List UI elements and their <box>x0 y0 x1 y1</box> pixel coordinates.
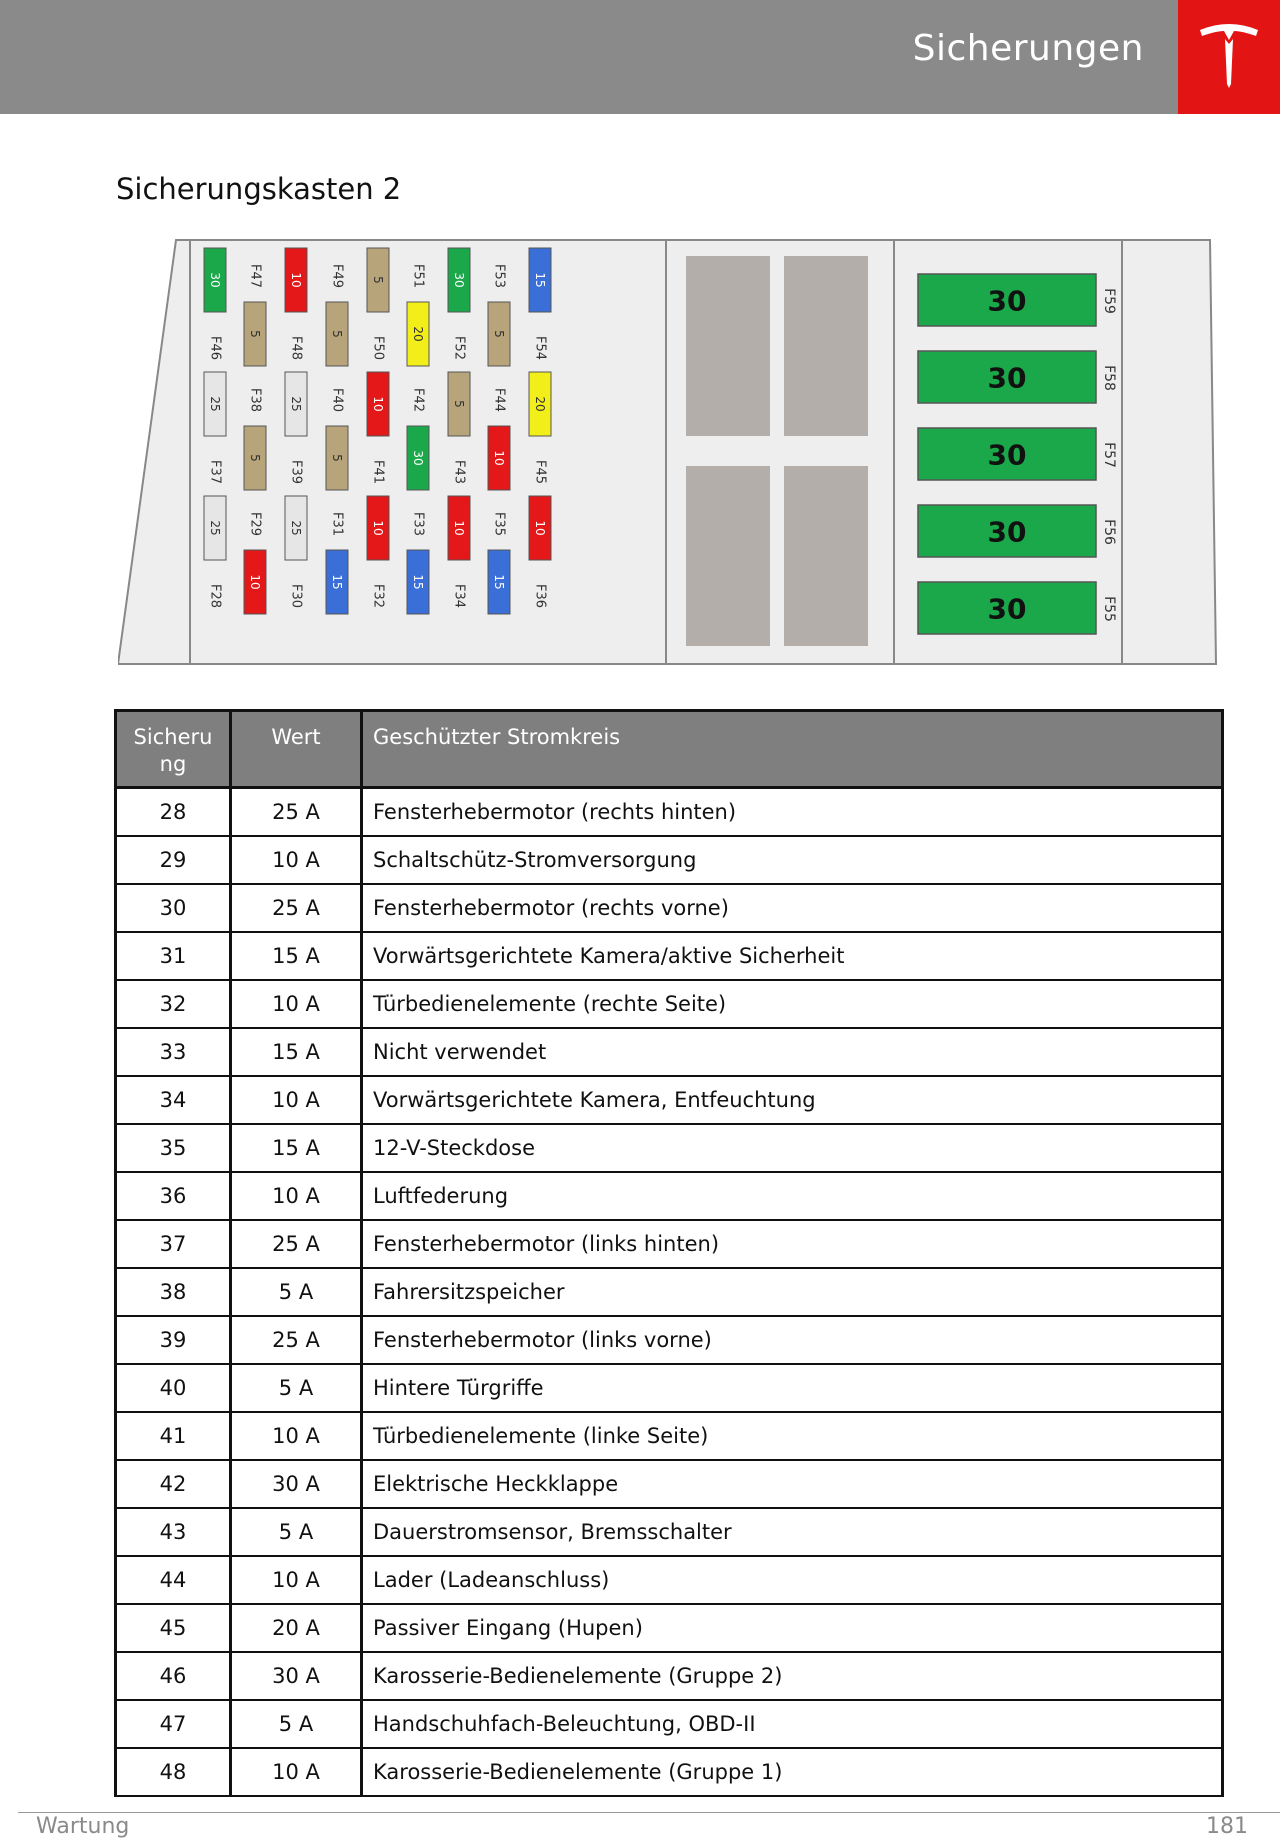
fuse-rating: 5 <box>330 330 344 338</box>
fuse-value: 10 A <box>231 1556 362 1604</box>
fuse-rating: 25 <box>208 396 222 412</box>
table-row <box>116 1604 1223 1652</box>
fuse-rating: 5 <box>492 330 506 338</box>
fuse-value: 15 A <box>231 1124 362 1172</box>
fuse-id-label: F47 <box>247 263 263 289</box>
large-fuse-F58 <box>918 351 1117 403</box>
fuse-number: 29 <box>116 836 231 884</box>
table-row <box>116 1364 1223 1412</box>
fuse-circuit: Türbedienelemente (rechte Seite) <box>362 980 1223 1028</box>
fuse-id-label: F44 <box>491 387 507 413</box>
fuse-id-label: F51 <box>410 263 426 289</box>
fuse-circuit: Hintere Türgriffe <box>362 1364 1223 1412</box>
fuse-id-label: F39 <box>288 459 304 485</box>
fuse-number: 28 <box>116 788 231 836</box>
large-fuse-F59 <box>918 274 1117 326</box>
fuse-circuit: 12-V-Steckdose <box>362 1124 1223 1172</box>
fuse-number: 37 <box>116 1220 231 1268</box>
fuse-value: 30 A <box>231 1460 362 1508</box>
fuse-circuit: Lader (Ladeanschluss) <box>362 1556 1223 1604</box>
fuse-rating: 25 <box>289 396 303 412</box>
fuse-value: 10 A <box>231 1412 362 1460</box>
fuse-number: 43 <box>116 1508 231 1556</box>
table-row <box>116 1076 1223 1124</box>
fuse-circuit: Fensterhebermotor (links vorne) <box>362 1316 1223 1364</box>
column-header-value: Wert <box>231 711 362 788</box>
fuse-id-label: F48 <box>288 335 304 361</box>
large-fuse-rating: 30 <box>987 284 1027 318</box>
table-row <box>116 1412 1223 1460</box>
fuse-number: 38 <box>116 1268 231 1316</box>
fuse-number: 39 <box>116 1316 231 1364</box>
fuse-id-label: F40 <box>329 387 345 413</box>
fuse-rating: 20 <box>533 396 547 412</box>
fuse-id-label: F37 <box>207 459 223 485</box>
fuse-rating: 15 <box>330 574 344 590</box>
table-row <box>116 980 1223 1028</box>
table-header-row <box>116 711 1223 788</box>
fuse-id-label: F32 <box>370 583 386 609</box>
fuse-value: 10 A <box>231 1076 362 1124</box>
large-fuse-rating: 30 <box>987 361 1027 395</box>
header-title: Sicherungen <box>912 28 1144 69</box>
fuse-circuit: Luftfederung <box>362 1172 1223 1220</box>
fuse-rating: 5 <box>330 454 344 462</box>
fuse-number: 47 <box>116 1700 231 1748</box>
fuse-id-label: F31 <box>329 511 345 537</box>
large-fuse-id-label: F58 <box>1101 365 1117 391</box>
table-row <box>116 1748 1223 1796</box>
fuse-rating: 20 <box>411 326 425 342</box>
fuse-value: 5 A <box>231 1364 362 1412</box>
fuse-circuit: Dauerstromsensor, Bremsschalter <box>362 1508 1223 1556</box>
relay-block <box>686 466 770 646</box>
fuse-circuit: Fensterhebermotor (rechts hinten) <box>362 788 1223 836</box>
large-fuse-id-label: F55 <box>1101 596 1117 622</box>
large-fuse-id-label: F56 <box>1101 519 1117 545</box>
fuse-rating: 10 <box>492 450 506 466</box>
table-row <box>116 1460 1223 1508</box>
table-row <box>116 836 1223 884</box>
fuse-value: 15 A <box>231 1028 362 1076</box>
fuse-circuit: Vorwärtsgerichtete Kamera, Entfeuchtung <box>362 1076 1223 1124</box>
fuse-rating: 30 <box>452 272 466 288</box>
large-fuse-rating: 30 <box>987 438 1027 472</box>
large-fuse-F56 <box>918 505 1117 557</box>
fuse-id-label: F53 <box>491 263 507 289</box>
table-row <box>116 1556 1223 1604</box>
fuse-value: 5 A <box>231 1268 362 1316</box>
large-fuse-F55 <box>918 582 1117 634</box>
footer-section: Wartung <box>36 1814 130 1839</box>
fuse-rating: 5 <box>452 400 466 408</box>
fuse-value: 25 A <box>231 1220 362 1268</box>
column-header-fuse: Sicheru ng <box>116 711 231 788</box>
fuse-circuit: Vorwärtsgerichtete Kamera/aktive Sicherheit <box>362 932 1223 980</box>
fuse-rating: 10 <box>371 396 385 412</box>
fuse-id-label: F34 <box>451 583 467 609</box>
fuse-number: 32 <box>116 980 231 1028</box>
fuse-value: 15 A <box>231 932 362 980</box>
fuse-number: 46 <box>116 1652 231 1700</box>
relay-block <box>686 256 770 436</box>
fuse-id-label: F35 <box>491 511 507 537</box>
fuse-circuit: Fensterhebermotor (links hinten) <box>362 1220 1223 1268</box>
fuse-rating: 25 <box>289 520 303 536</box>
fuse-id-label: F45 <box>532 459 548 485</box>
fuse-circuit: Fahrersitzspeicher <box>362 1268 1223 1316</box>
fuse-circuit: Passiver Eingang (Hupen) <box>362 1604 1223 1652</box>
fuse-number: 48 <box>116 1748 231 1796</box>
fuse-id-label: F41 <box>370 459 386 485</box>
fuse-id-label: F52 <box>451 335 467 361</box>
fuse-id-label: F46 <box>207 335 223 361</box>
fuse-rating: 30 <box>411 450 425 466</box>
table-row <box>116 788 1223 836</box>
table-row <box>116 884 1223 932</box>
table-row <box>116 1700 1223 1748</box>
fuse-number: 34 <box>116 1076 231 1124</box>
fuse-number: 31 <box>116 932 231 980</box>
table-row <box>116 932 1223 980</box>
table-row <box>116 1268 1223 1316</box>
table-row <box>116 1316 1223 1364</box>
fuse-rating: 25 <box>208 520 222 536</box>
fuse-rating: 10 <box>289 272 303 288</box>
fuse-id-label: F54 <box>532 335 548 361</box>
table-row <box>116 1124 1223 1172</box>
large-fuse-F57 <box>918 428 1117 480</box>
footer-divider <box>18 1812 1280 1813</box>
fuse-rating: 10 <box>533 520 547 536</box>
large-fuse-id-label: F57 <box>1101 442 1117 468</box>
fuse-rating: 5 <box>248 330 262 338</box>
fuse-rating: 15 <box>411 574 425 590</box>
page-number: 181 <box>1206 1814 1248 1839</box>
fuse-number: 44 <box>116 1556 231 1604</box>
page-header <box>0 0 1280 114</box>
fuse-id-label: F50 <box>370 335 386 361</box>
fuse-id-label: F49 <box>329 263 345 289</box>
fuse-number: 42 <box>116 1460 231 1508</box>
fuse-id-label: F30 <box>288 583 304 609</box>
fuse-circuit: Schaltschütz-Stromversorgung <box>362 836 1223 884</box>
relay-block <box>784 466 868 646</box>
table-row <box>116 1028 1223 1076</box>
large-fuse-rating: 30 <box>987 515 1027 549</box>
fuse-table <box>114 709 1224 1797</box>
fuse-rating: 5 <box>248 454 262 462</box>
section-title: Sicherungskasten 2 <box>116 172 402 206</box>
large-fuse-id-label: F59 <box>1101 288 1117 314</box>
table-row <box>116 1508 1223 1556</box>
fuse-id-label: F43 <box>451 459 467 485</box>
fuse-value: 5 A <box>231 1508 362 1556</box>
fuse-rating: 5 <box>371 276 385 284</box>
fuse-value: 20 A <box>231 1604 362 1652</box>
fuse-value: 30 A <box>231 1652 362 1700</box>
fuse-id-label: F36 <box>532 583 548 609</box>
fuse-id-label: F38 <box>247 387 263 413</box>
fuse-number: 36 <box>116 1172 231 1220</box>
fuse-rating: 10 <box>248 574 262 590</box>
fuse-value: 25 A <box>231 788 362 836</box>
fuse-id-label: F29 <box>247 511 263 537</box>
fuse-rating: 10 <box>371 520 385 536</box>
table-row <box>116 1220 1223 1268</box>
fuse-rating: 15 <box>492 574 506 590</box>
fuse-circuit: Karosserie-Bedienelemente (Gruppe 1) <box>362 1748 1223 1796</box>
table-row <box>116 1172 1223 1220</box>
column-header-circuit: Geschützter Stromkreis <box>362 711 1223 788</box>
fuse-id-label: F28 <box>207 583 223 609</box>
fuse-number: 35 <box>116 1124 231 1172</box>
fuse-id-label: F42 <box>410 387 426 413</box>
fuse-value: 10 A <box>231 836 362 884</box>
fuse-rating: 10 <box>452 520 466 536</box>
fuse-number: 40 <box>116 1364 231 1412</box>
fuse-value: 25 A <box>231 1316 362 1364</box>
fuse-box-diagram <box>118 234 1218 674</box>
fuse-value: 5 A <box>231 1700 362 1748</box>
fuse-value: 25 A <box>231 884 362 932</box>
fuse-circuit: Nicht verwendet <box>362 1028 1223 1076</box>
fuse-circuit: Fensterhebermotor (rechts vorne) <box>362 884 1223 932</box>
table-row <box>116 1652 1223 1700</box>
relay-block <box>784 256 868 436</box>
fuse-circuit: Türbedienelemente (linke Seite) <box>362 1412 1223 1460</box>
fuse-number: 41 <box>116 1412 231 1460</box>
fuse-value: 10 A <box>231 980 362 1028</box>
large-fuse-rating: 30 <box>987 592 1027 626</box>
fuse-value: 10 A <box>231 1172 362 1220</box>
fuse-number: 33 <box>116 1028 231 1076</box>
fuse-id-label: F33 <box>410 511 426 537</box>
fuse-number: 30 <box>116 884 231 932</box>
fuse-rating: 30 <box>208 272 222 288</box>
tesla-logo-icon <box>1178 0 1280 114</box>
fuse-circuit: Handschuhfach-Beleuchtung, OBD-II <box>362 1700 1223 1748</box>
fuse-circuit: Elektrische Heckklappe <box>362 1460 1223 1508</box>
fuse-number: 45 <box>116 1604 231 1652</box>
fuse-value: 10 A <box>231 1748 362 1796</box>
fuse-rating: 15 <box>533 272 547 288</box>
fuse-circuit: Karosserie-Bedienelemente (Gruppe 2) <box>362 1652 1223 1700</box>
